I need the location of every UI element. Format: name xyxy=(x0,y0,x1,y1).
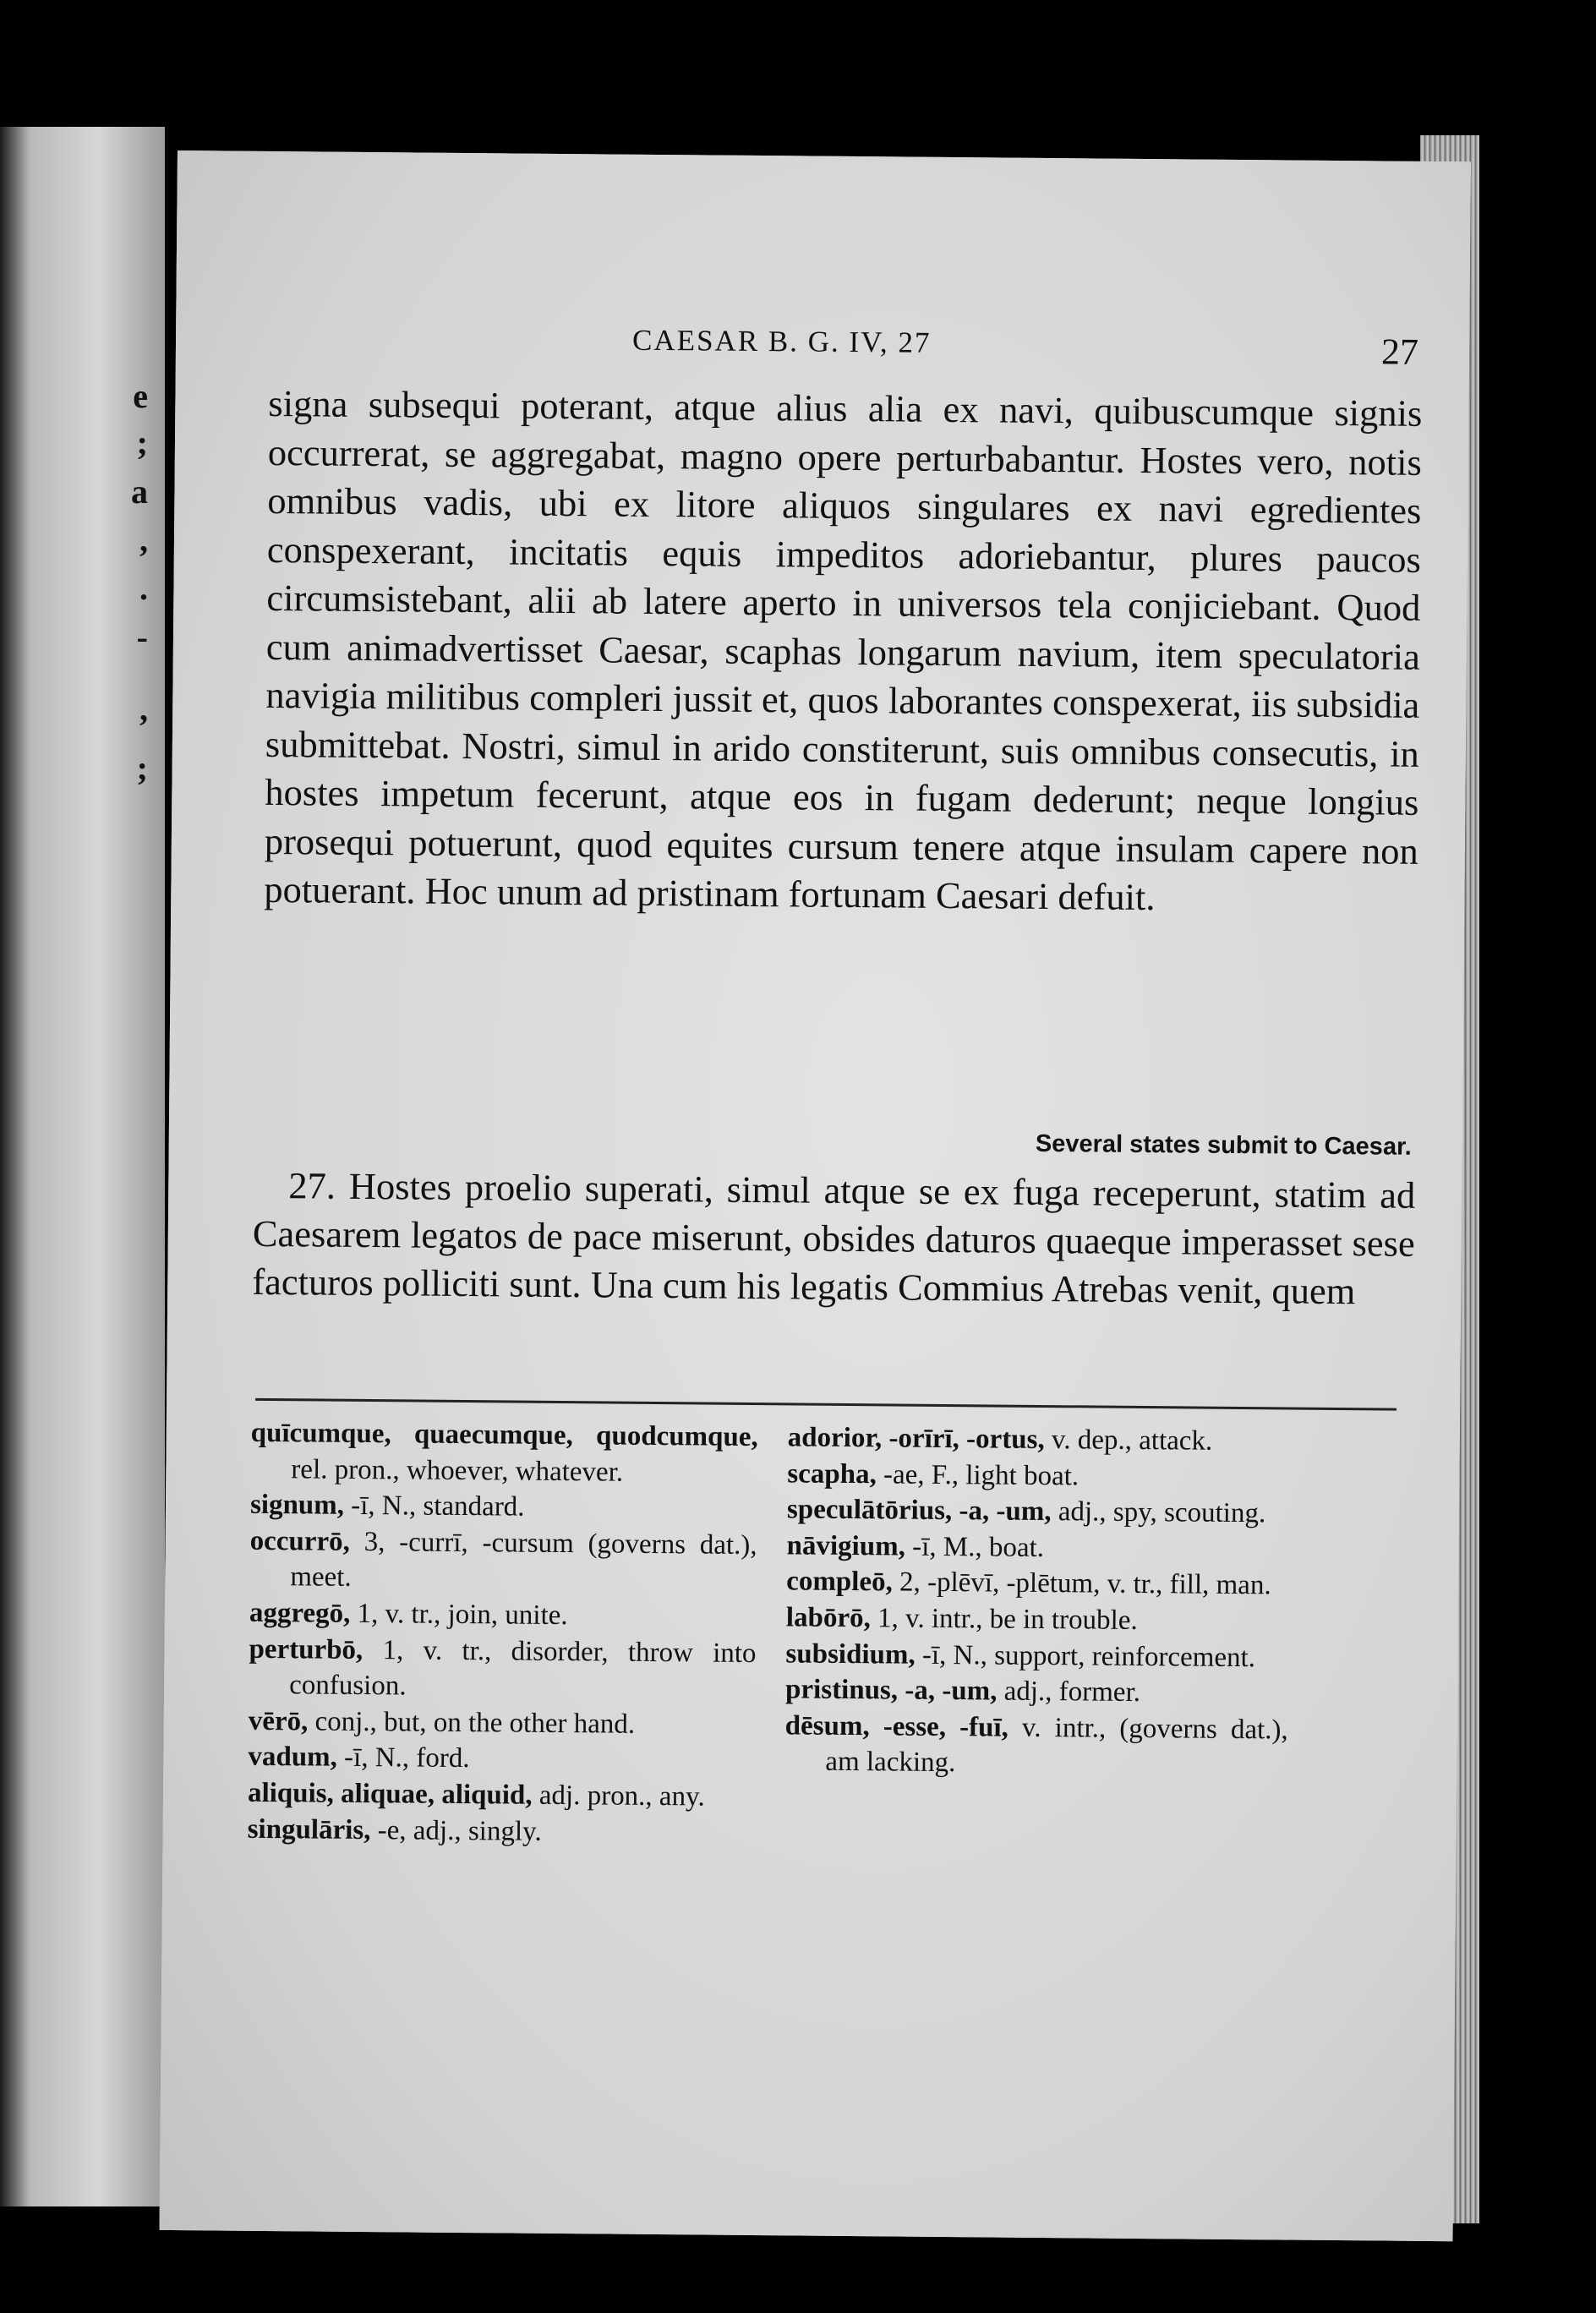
footnote-rule xyxy=(255,1398,1396,1411)
vocab-definition: 1, v. tr., join, unite. xyxy=(350,1598,568,1632)
vocab-entry xyxy=(249,1703,756,1744)
page-number: 27 xyxy=(1380,331,1419,373)
vocab-headword: labōrō, xyxy=(785,1602,871,1634)
vocab-headword: scapha, xyxy=(787,1457,877,1490)
vocab-definition: v. intr., (governs dat.), am lacking. xyxy=(825,1712,1288,1779)
vocab-definition: -ī, N., ford. xyxy=(336,1742,470,1774)
vocab-headword: quīcumque, quaecumque, quodcumque, xyxy=(250,1417,758,1453)
section-paragraph: 27. Hostes proelio superati, simul atque se ex fuga receperunt, statim ad Caesarem legatos de pace miserunt, obsides daturos quaeque imperasset sese facturos polliciti sunt. Una cum his legatis Commius Atrebas venit, quem xyxy=(252,1164,1416,1313)
fragment-char: - xyxy=(136,618,148,656)
vocab-entry xyxy=(784,1708,1288,1784)
vocab-entry xyxy=(250,1415,758,1491)
main-text xyxy=(264,380,1422,924)
vocab-headword: subsidium, xyxy=(785,1638,916,1670)
vocab-headword: aliquis, aliquae, aliquid, xyxy=(247,1777,533,1811)
vocab-definition: 2, -plēvī, -plētum, v. tr., fill, man. xyxy=(892,1567,1271,1601)
vocabulary-left-column xyxy=(247,1415,757,1851)
vocab-definition: -ī, N., standard. xyxy=(343,1490,525,1523)
vocab-headword: adorior, -orīrī, -ortus, xyxy=(787,1422,1045,1456)
section-heading: Several states submit to Caesar. xyxy=(1035,1129,1412,1161)
vocab-entry xyxy=(249,1631,757,1707)
fragment-char: ; xyxy=(136,424,148,462)
vocab-headword: speculātōrius, -a, -um, xyxy=(786,1494,1052,1528)
book-page xyxy=(160,150,1471,2241)
vocab-headword: aggregō, xyxy=(249,1597,351,1629)
vocab-definition: v. dep., attack. xyxy=(1044,1424,1213,1457)
vocab-headword: pristinus, -a, -um, xyxy=(784,1674,998,1707)
page-header xyxy=(615,324,1418,381)
left-page-fragment xyxy=(0,127,165,2206)
vocab-entry xyxy=(248,1739,755,1780)
vocab-entry xyxy=(249,1595,757,1636)
vocab-headword: signum, xyxy=(249,1489,345,1521)
vocab-entry xyxy=(786,1564,1289,1605)
vocab-definition: 1, v. tr., disorder, throw into confusion. xyxy=(289,1634,757,1702)
vocab-entry xyxy=(786,1528,1289,1568)
vocab-headword: singulāris, xyxy=(247,1813,371,1845)
vocab-definition: rel. pron., whoever, whatever. xyxy=(291,1453,624,1488)
fragment-char: e xyxy=(133,377,148,415)
vocab-entry xyxy=(787,1456,1290,1496)
vocab-definition: -ī, M., boat. xyxy=(905,1531,1045,1563)
section-text xyxy=(252,1162,1415,1316)
vocab-headword: dēsum, -esse, -fuī, xyxy=(784,1710,1009,1743)
running-head: CAESAR B. G. IV, 27 xyxy=(631,323,932,359)
vocab-entry xyxy=(247,1811,754,1851)
vocab-definition: adj. pron., any. xyxy=(532,1780,705,1813)
vocab-entry xyxy=(249,1523,757,1599)
vocab-entry xyxy=(786,1599,1289,1640)
fragment-char: . xyxy=(139,569,148,607)
vocab-headword: compleō, xyxy=(786,1566,893,1598)
vocab-definition: adj., former. xyxy=(997,1676,1141,1709)
vocab-headword: occurrō, xyxy=(249,1525,351,1557)
vocab-headword: perturbō, xyxy=(249,1633,363,1665)
vocab-definition: -e, adj., singly. xyxy=(370,1814,542,1847)
vocab-definition: -ae, F., light boat. xyxy=(876,1458,1079,1491)
vocab-headword: nāvigium, xyxy=(786,1530,906,1562)
vocab-definition: 1, v. intr., be in trouble. xyxy=(870,1603,1138,1636)
vocab-entry xyxy=(248,1775,755,1816)
vocab-definition: adj., spy, scouting. xyxy=(1051,1496,1266,1529)
vocab-headword: vērō, xyxy=(248,1705,309,1737)
vocab-entry xyxy=(785,1672,1288,1713)
vocab-definition: -ī, N., support, reinforcement. xyxy=(915,1639,1256,1673)
vocab-entry xyxy=(785,1636,1288,1676)
body-paragraph: signa subsequi poterant, atque alius alia ex navi, quibuscumque signis occurrerat, se aggregabat, magno opere perturbabantur. Hostes vero, notis omnibus vadis, ubi ex litore aliquos singulares ex navi egredientes conspexerant, incitatis equis impeditos adoriebantur, plures paucos circumsistebant, alii ab latere aperto in universos tela conjiciebant. Quod cum animadvertisset Caesar, scaphas longarum navium, item speculatoria navigia militibus compleri jussit et, quos laborantes conspexerat, iis subsidia submittebat. Nostri, simul in arido constiterunt, suis omnibus consecutis, in hostes impetum fecerunt, atque eos in fugam dederunt; neque longius prosequi potuerunt, quod equites cursum tenere atque insulam capere non potuerant. Hoc unum ad pristinam fortunam Caesari defuit. xyxy=(264,381,1423,919)
vocab-headword: vadum, xyxy=(248,1742,338,1774)
fragment-char: ; xyxy=(136,749,148,787)
fragment-char: , xyxy=(139,690,148,728)
vocab-entry xyxy=(788,1419,1291,1460)
vocabulary-right-column xyxy=(784,1419,1291,1784)
fragment-char: , xyxy=(139,521,148,559)
vocab-definition: conj., but, on the other hand. xyxy=(308,1706,636,1740)
fragment-char: a xyxy=(131,473,148,511)
vocab-definition: 3, -currī, -cursum (governs dat.), meet. xyxy=(290,1526,757,1594)
vocab-entry xyxy=(250,1487,757,1528)
vocab-entry xyxy=(787,1492,1290,1533)
